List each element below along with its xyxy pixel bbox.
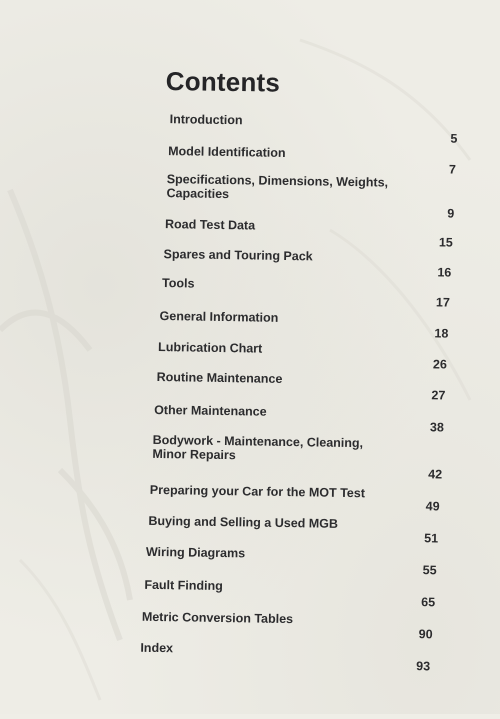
entry-title-wiring-diagrams: Wiring Diagrams <box>145 544 246 561</box>
entry-title-introduction: Introduction <box>169 112 243 128</box>
entry-title-road-test-data: Road Test Data <box>164 217 256 233</box>
entry-title-index: Index <box>140 640 174 656</box>
entry-page-tools: 17 <box>435 295 450 310</box>
entry-page-road-test-data: 15 <box>438 235 453 250</box>
entry-page-specifications: 9 <box>447 206 455 221</box>
entry-page-model-identification: 7 <box>448 162 457 177</box>
entry-page-metric-conversion: 90 <box>418 627 433 642</box>
entry-title-tools: Tools <box>162 276 195 291</box>
entry-title-model-identification: Model Identification <box>168 144 286 160</box>
entry-title-bodywork: Bodywork - Maintenance, Cleaning, Minor Repairs <box>152 432 364 463</box>
entry-page-other-maintenance: 38 <box>429 420 445 435</box>
entry-title-general-information: General Information <box>159 309 279 325</box>
entry-title-metric-conversion: Metric Conversion Tables <box>141 609 294 627</box>
entry-page-bodywork: 42 <box>428 467 443 482</box>
entry-title-spares-touring-pack: Spares and Touring Pack <box>163 247 313 264</box>
entry-page-mot-test: 49 <box>425 499 440 514</box>
entry-title-routine-maintenance: Routine Maintenance <box>156 369 283 386</box>
page-title: Contents <box>165 66 281 98</box>
entry-title-specifications: Specifications, Dimensions, Weights, Capacities <box>166 172 389 202</box>
entry-title-other-maintenance: Other Maintenance <box>154 402 267 419</box>
entry-title-lubrication-chart: Lubrication Chart <box>158 340 263 356</box>
entry-page-wiring-diagrams: 55 <box>422 563 437 578</box>
entry-page-general-information: 18 <box>434 326 449 341</box>
entry-title-mot-test: Preparing your Car for the MOT Test <box>149 482 366 501</box>
entry-page-fault-finding: 65 <box>421 595 436 610</box>
entry-page-spares-touring-pack: 16 <box>437 265 452 280</box>
entry-title-fault-finding: Fault Finding <box>144 577 223 594</box>
entry-page-routine-maintenance: 27 <box>431 388 446 403</box>
entry-title-used-mgb: Buying and Selling a Used MGB <box>148 513 339 531</box>
entry-page-lubrication-chart: 26 <box>432 357 447 372</box>
entry-page-index: 93 <box>416 659 431 674</box>
entry-page-introduction: 5 <box>450 131 458 146</box>
entry-page-used-mgb: 51 <box>424 531 439 546</box>
